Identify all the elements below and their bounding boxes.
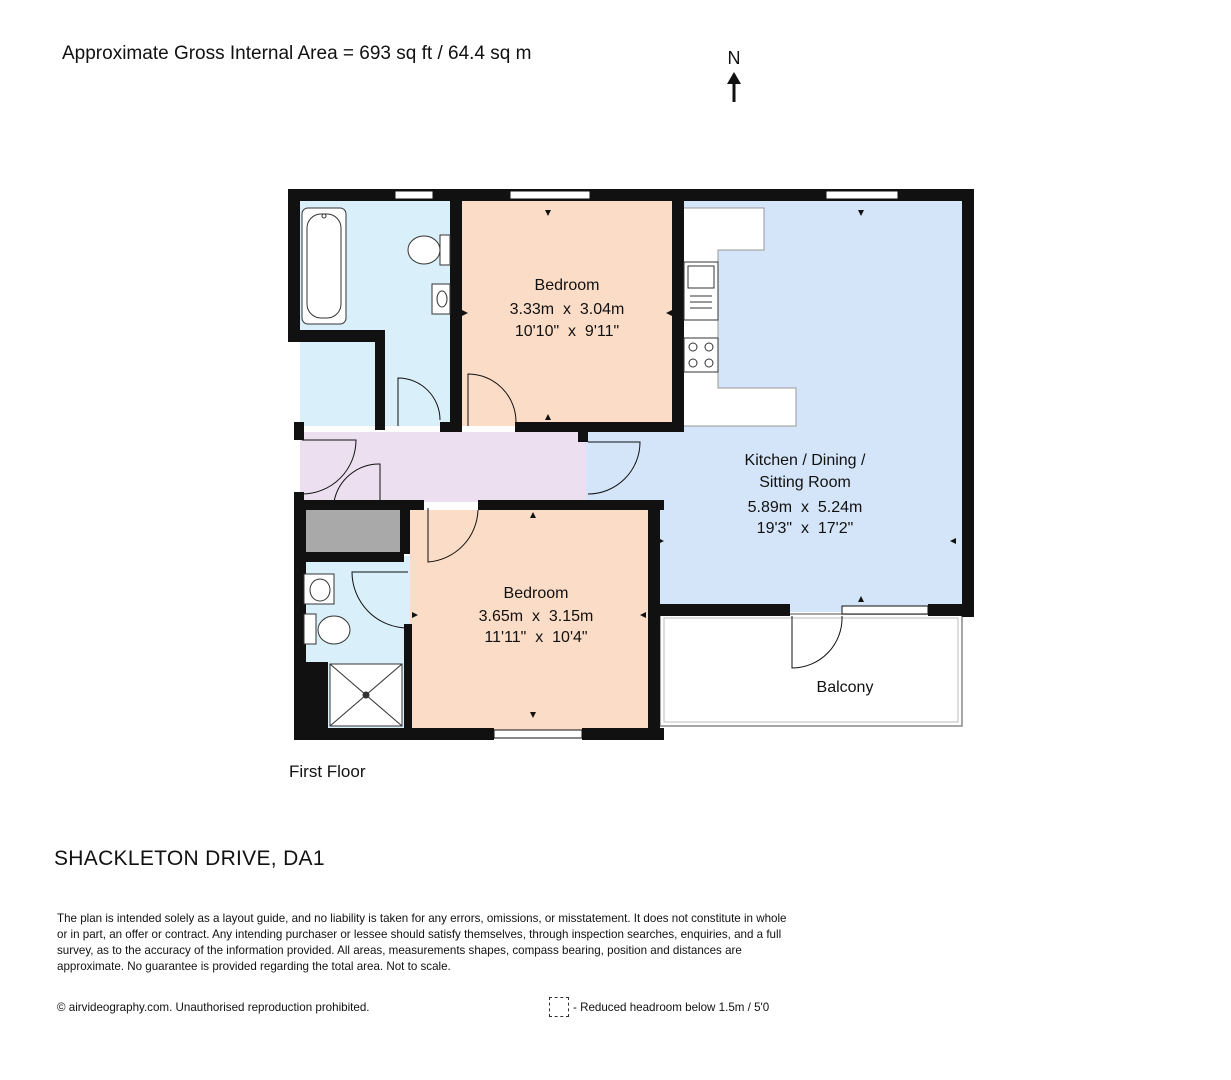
ensuite-toilet-icon: [304, 614, 350, 644]
window-kitchen: [826, 191, 898, 199]
window-bedroom1: [510, 191, 590, 199]
bedroom2-imperial: 11'11" x 10'4": [484, 629, 588, 646]
window-bathroom: [395, 191, 433, 199]
shower-icon: [330, 664, 402, 726]
balcony-name: Balcony: [816, 679, 874, 696]
kitchen-imperial: 19'3" x 17'2": [756, 520, 854, 537]
kitchen-name-line2: Sitting Room: [759, 474, 851, 491]
bath-icon: [302, 208, 346, 324]
dashed-box-icon: [549, 997, 569, 1017]
legend-label: - Reduced headroom below 1.5m / 5'0: [573, 1000, 770, 1014]
bedroom2-name: Bedroom: [503, 585, 569, 602]
headroom-legend: [549, 997, 769, 1017]
toilet-icon: [408, 235, 450, 265]
window-balcony: [842, 606, 928, 614]
window-bedroom2: [494, 730, 582, 738]
property-address: SHACKLETON DRIVE, DA1: [54, 847, 325, 870]
basin-icon: [432, 284, 450, 314]
disclaimer-text: The plan is intended solely as a layout guide, and no liability is taken for any errors, omissions, or misstatement. It does not constitute in whole or in part, an offer or contract. Any intending purchaser or lessee should satisfy themselves, through inspection searches, enquiries, and a full survey, as to the accuracy of the information provided. All areas, measurements shapes, compass bearing, position and distances are approximate. No guarantee is provided regarding the total area. Not to scale.: [57, 912, 787, 973]
gross-area-title: Approximate Gross Internal Area = 693 sq ft / 64.4 sq m: [62, 43, 532, 64]
bedroom1-imperial: 10'10" x 9'11": [514, 323, 620, 340]
kitchen-metric: 5.89m x 5.24m: [747, 499, 863, 516]
balcony: [660, 614, 962, 726]
cupboard-fill: [300, 502, 402, 556]
sink-icon: [684, 262, 718, 320]
compass-label: N: [727, 48, 741, 68]
bedroom1-name: Bedroom: [534, 277, 600, 294]
copyright-text: © airvideography.com. Unauthorised reproduction prohibited.: [57, 1001, 370, 1014]
floor-label: First Floor: [289, 762, 366, 781]
hallway-fill: [300, 432, 586, 502]
kitchen-name-line1: Kitchen / Dining /: [744, 452, 866, 469]
north-arrow-icon: [727, 48, 741, 102]
hob-icon: [684, 338, 718, 372]
ensuite-basin-icon: [304, 574, 334, 604]
bedroom1-metric: 3.33m x 3.04m: [509, 301, 625, 318]
bedroom2-metric: 3.65m x 3.15m: [478, 608, 594, 625]
